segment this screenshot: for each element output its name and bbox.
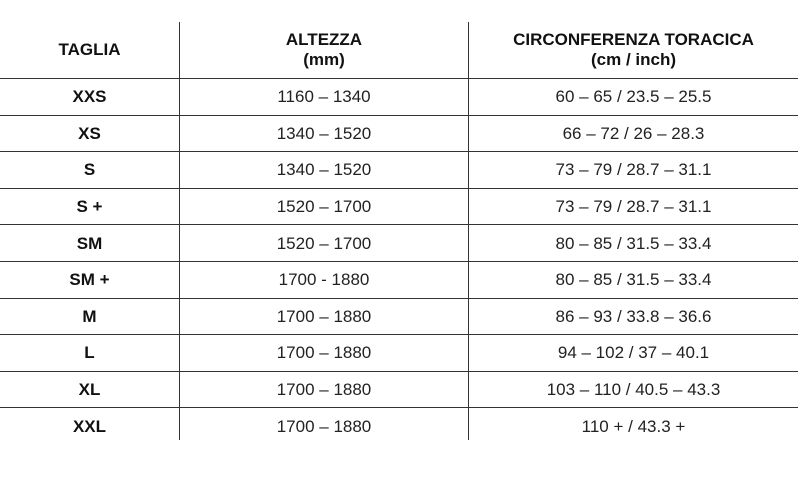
- table-row: [0, 299, 798, 336]
- size-cell: XL: [78, 380, 101, 400]
- size-cell: SM: [76, 233, 103, 253]
- table-header-row: [0, 22, 798, 78]
- height-cell: 1160 – 1340: [277, 87, 371, 107]
- chest-cell: 73 – 79 / 28.7 – 31.1: [555, 197, 712, 217]
- header-height-label: ALTEZZA: [285, 30, 363, 49]
- height-cell: 1700 – 1880: [276, 343, 372, 363]
- chest-cell: 60 – 65 / 23.5 – 25.5: [555, 87, 712, 107]
- size-chart-table: [0, 22, 798, 440]
- table-row: [0, 79, 798, 116]
- size-cell: XXS: [72, 87, 107, 107]
- chest-cell: 80 – 85 / 31.5 – 33.4: [555, 233, 712, 253]
- height-cell: 1700 - 1880: [278, 270, 370, 290]
- header-size-label: TAGLIA: [58, 40, 121, 59]
- table-row: [0, 408, 798, 445]
- table-row: [0, 372, 798, 409]
- header-chest: [469, 22, 798, 78]
- chest-cell: 103 – 110 / 40.5 – 43.3: [546, 380, 721, 400]
- header-height: [180, 22, 468, 78]
- height-cell: 1700 – 1880: [276, 380, 372, 400]
- size-cell: SM +: [69, 270, 110, 290]
- size-cell: M: [82, 306, 97, 326]
- size-cell: S +: [76, 197, 103, 217]
- table-row: [0, 189, 798, 226]
- chest-cell: 86 – 93 / 33.8 – 36.6: [555, 306, 712, 326]
- header-chest-unit: (cm / inch): [590, 50, 676, 69]
- size-cell: L: [84, 343, 95, 363]
- table-row: [0, 335, 798, 372]
- height-cell: 1520 – 1700: [276, 197, 372, 217]
- height-cell: 1520 – 1700: [276, 233, 372, 253]
- chest-cell: 73 – 79 / 28.7 – 31.1: [555, 160, 712, 180]
- size-cell: XXL: [72, 416, 107, 436]
- table-row: [0, 225, 798, 262]
- header-height-unit: (mm): [303, 50, 345, 69]
- chest-cell: 94 – 102 / 37 – 40.1: [557, 343, 710, 363]
- height-cell: 1340 – 1520: [276, 160, 372, 180]
- table-row: [0, 116, 798, 153]
- size-cell: S: [83, 160, 96, 180]
- chest-cell: 80 – 85 / 31.5 – 33.4: [555, 270, 712, 290]
- table-row: [0, 262, 798, 299]
- header-size: [0, 22, 179, 78]
- chest-cell: 66 – 72 / 26 – 28.3: [562, 123, 705, 143]
- table-row: [0, 152, 798, 189]
- height-cell: 1700 – 1880: [276, 306, 372, 326]
- chest-cell: 110 + / 43.3 +: [581, 416, 686, 436]
- size-cell: XS: [78, 123, 101, 143]
- header-chest-label: CIRCONFERENZA TORACICA: [513, 30, 754, 49]
- height-cell: 1340 – 1520: [276, 123, 372, 143]
- height-cell: 1700 – 1880: [276, 416, 372, 436]
